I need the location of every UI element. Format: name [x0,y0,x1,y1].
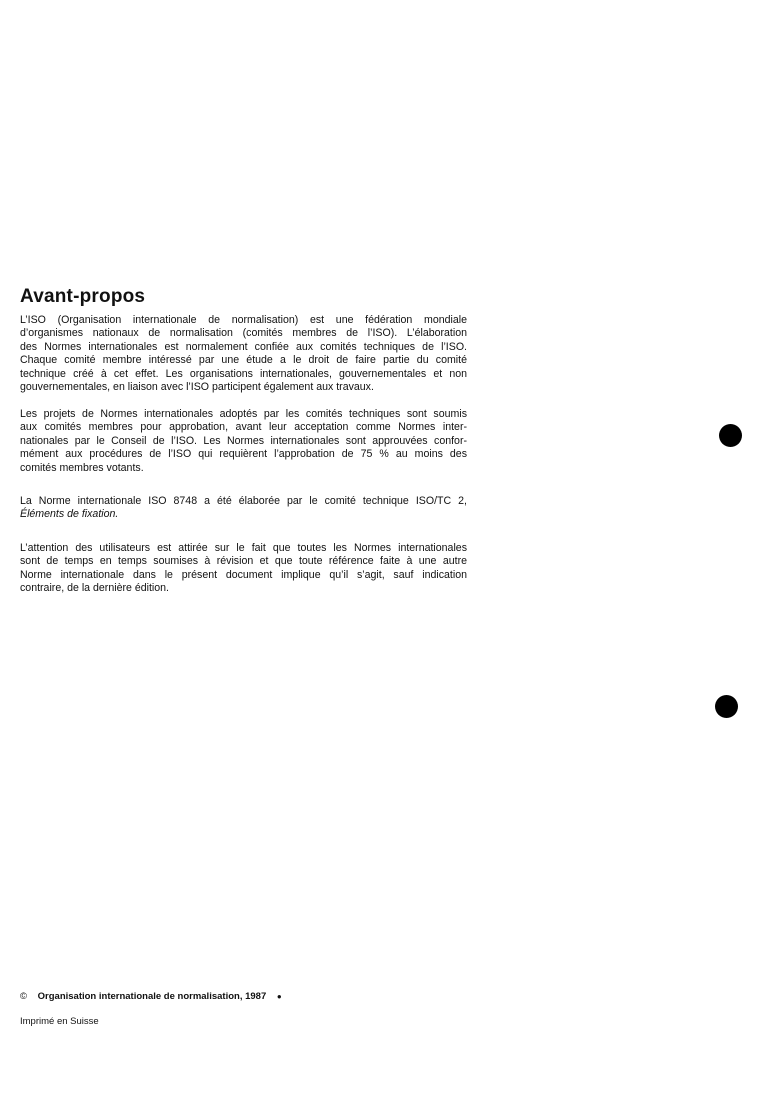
punch-hole-mark [715,695,738,718]
copyright-line [20,991,282,1002]
text-line: nationales par le Conseil de l’ISO. Les Normes internationales sont approuvées confor- [20,434,467,447]
text-line: contraire, de la dernière édition. [20,582,169,595]
text-line: gouvernementales, en liaison avec l’ISO participent également aux travaux. [20,381,374,394]
text-line: aux comités membres pour approbation, avant leur acceptation comme Normes inter- [20,421,467,434]
text-line: comités membres votants. [20,461,144,474]
paragraph-standard-origin [20,495,467,522]
paragraph-iso-intro [20,314,467,394]
text-line: L’attention des utilisateurs est attirée sur le fait que toutes les Normes internationales [20,542,467,554]
text-line: L’ISO (Organisation internationale de normalisation) est une fédération mondiale [20,314,467,326]
punch-hole-mark [719,424,742,447]
printed-in: Imprimé en Suisse [20,1016,99,1027]
text-line: Les projets de Normes internationales adoptés par les comités techniques sont soumis [20,408,467,420]
text-line: d’organismes nationaux de normalisation (comités membres de l’ISO). L’élaboration [20,327,467,340]
copyright-text: Organisation internationale de normalisation, 1987 [37,991,267,1002]
text-line: technique créé à cet effet. Les organisations internationales, gouvernementales et non [20,367,467,380]
text-line: Éléments de fixation. [20,508,119,521]
text-line: sont de temps en temps soumises à révision et que toute référence faite à une autre [20,555,467,568]
copyright-icon: © [20,991,27,1002]
paragraph-approval [20,408,467,475]
text-line: Chaque comité membre intéressé par une étude a le droit de faire partie du comité [20,354,467,367]
paragraph-revision-notice [20,542,467,596]
bullet-icon: ● [276,992,282,1001]
text-line: des Normes internationales est normalement confiée aux comités techniques de l’ISO. [20,340,467,353]
page-title: Avant-propos [20,286,146,307]
text-line: Norme internationale dans le présent document implique qu’il s’agit, sauf indication [20,568,467,581]
text-line: La Norme internationale ISO 8748 a été élaborée par le comité technique ISO/TC 2, [20,495,467,507]
text-line: mément aux procédures de l’ISO qui requièrent l’approbation de 75 % au moins des [20,448,467,461]
